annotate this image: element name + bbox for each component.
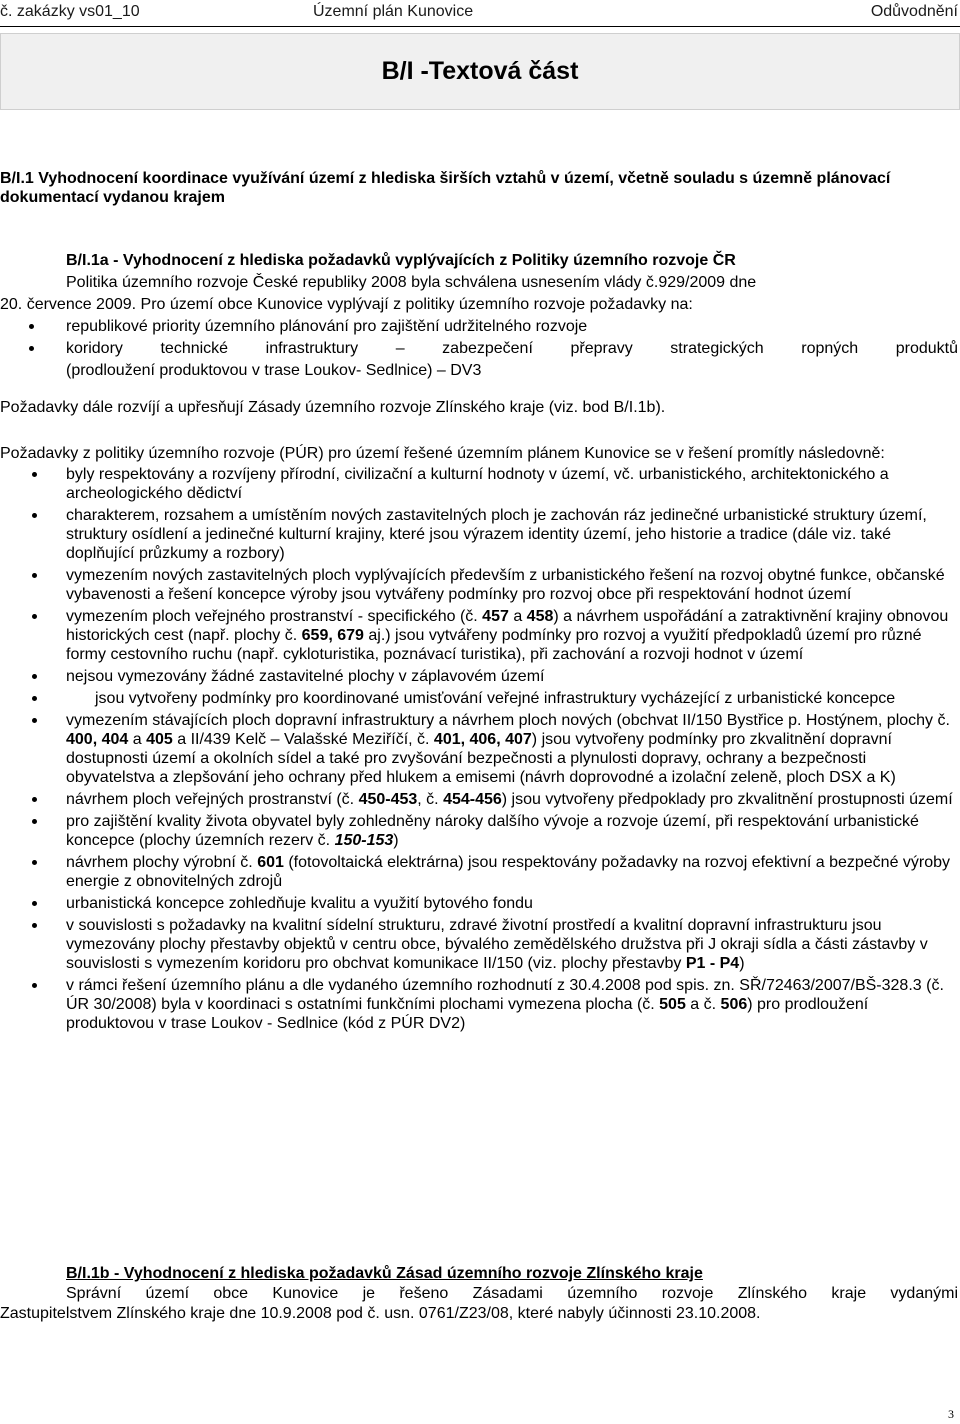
page-header xyxy=(0,0,960,30)
list-item: vymezením nových zastavitelných ploch vyplývajících především z urbanistického řešení na rozvoj obytné funkce, občanské vybavenosti a řešení koncepce výroby jsou vytvářeny podmínky pro rozvoj obce při respektování hodnot území xyxy=(0,566,958,604)
list-item: charakterem, rozsahem a umístěním nových zastavitelných ploch je zachován ráz jedinečné urbanistické struktury území, struktury osídlení a jedinečné kulturní krajiny, které jsou výrazem identity území, jeho historie a tradice (dále viz. také doplňující průzkumy a rozbory) xyxy=(0,506,958,563)
list-item: vymezením ploch veřejného prostranství - specifického (č. 457 a 458) a návrhem uspořádání a zatraktivnění krajiny obnovou historických cest (např. plochy č. 659, 679 aj.) jsou vytvářeny podmínky pro rozvoj a využití předpokladů území pro různé formy cestovního ruchu (např. cykloturistika, poznávací turistika), při zachování a rozvoji hodnot v území xyxy=(0,607,958,664)
paragraph-zur-reference-block xyxy=(0,398,955,417)
pur-requirements-list xyxy=(0,317,958,358)
pur-requirements-continuation: (prodloužení produktovou v trase Loukov- Sedlnice) – DV3 xyxy=(66,362,482,379)
pur-implementation-block xyxy=(0,444,958,1033)
section-1a-block xyxy=(0,251,958,380)
list-item: jsou vytvořeny podmínky pro koordinované umisťování veřejné infrastruktury vycházející z urbanistické koncepce xyxy=(0,689,958,708)
section-1-heading-block xyxy=(0,169,955,207)
list-item: v souvislosti s požadavky na kvalitní sídelní strukturu, zdravé životní prostředí a kvalitní dopravní infrastrukturu jsou vymezovány plochy přestavby objektů v centru obce, bývalého zemědělského družstva při J okraji sídla a části zástavby v souvislosti s vymezením koridoru pro obchvat komunikace II/150 (viz. plochy přestavby P1 - P4) xyxy=(0,916,958,973)
section-1a-heading: B/I.1a - Vyhodnocení z hlediska požadavků vyplývajících z Politiky územního rozvoje ČR xyxy=(66,252,736,269)
header-rule xyxy=(0,26,960,27)
paragraph-pur-1: Politika územního rozvoje České republiky 2008 byla schválena usnesením vlády č.929/2009 dne xyxy=(66,274,757,291)
list-item: návrhem ploch veřejných prostranství (č. 450-453, č. 454-456) jsou vytvořeny předpoklady pro zkvalitnění prostupnosti území xyxy=(0,790,958,809)
section-1b-heading: B/I.1b - Vyhodnocení z hlediska požadavků Zásad územního rozvoje Zlínského kraje xyxy=(66,1265,703,1282)
header-section-name: Odůvodnění xyxy=(870,3,958,20)
page-number: 3 xyxy=(948,1407,954,1421)
header-project-number: č. zakázky vs01_10 xyxy=(0,3,140,20)
list-item: byly respektovány a rozvíjeny přírodní, civilizační a kulturní hodnoty v území, vč. urbanistického, architektonického a archeologického dědictví xyxy=(0,465,958,503)
list-item: vymezením stávajících ploch dopravní infrastruktury a návrhem ploch nových (obchvat II/150 Bystřice p. Hostýnem, plochy č. 400, 404 a 405 a II/439 Kelč – Valašské Meziříčí, č. 401, 406, 407) jsou vytvořeny podmínky pro zkvalitnění dopravní dostupnosti území a okolních sídel a také pro zvyšování bezpečnosti a plynulosti dopravy, ochrany a bezpečnosti obyvatelstva a zlepšování jeho ochrany před hlukem a emisemi (návrh doprovodné a izolační zeleně, ploch DSX a K) xyxy=(0,711,958,787)
title-box xyxy=(0,33,960,110)
list-item: koridory technické infrastruktury – zabezpečení přepravy strategických ropných produktů xyxy=(0,339,958,358)
section-1b-block xyxy=(0,1264,958,1323)
paragraph-pur-2: 20. července 2009. Pro území obce Kunovice vyplývají z politiky územního rozvoje požadavky na: xyxy=(0,296,693,313)
list-item: republikové priority územního plánování pro zajištění udržitelného rozvoje xyxy=(0,317,958,336)
header-document-name: Územní plán Kunovice xyxy=(313,3,474,20)
list-item: nejsou vymezovány žádné zastavitelné plochy v záplavovém území xyxy=(0,667,958,686)
list-item: urbanistická koncepce zohledňuje kvalitu a využití bytového fondu xyxy=(0,894,958,913)
paragraph-zur-2: Zastupitelstvem Zlínského kraje dne 10.9.2008 pod č. usn. 0761/Z23/08, které nabyly účinnosti 23.10.2008. xyxy=(0,1305,761,1322)
paragraph-zur-1: Správní území obce Kunovice je řešeno Zásadami územního rozvoje Zlínského kraje vydanými xyxy=(66,1285,958,1302)
pur-implementation-list xyxy=(0,465,958,1033)
list-item: pro zajištění kvality života obyvatel byly zohledněny nároky dalšího vývoje a rozvoje území, při respektování urbanistické koncepce (plochy územních rezerv č. 150-153) xyxy=(0,812,958,850)
section-1-heading: B/I.1 Vyhodnocení koordinace využívání území z hlediska širších vztahů v území, včetně souladu s územně plánovací dokumentací vydanou krajem xyxy=(0,170,891,206)
page-title: B/I -Textová část xyxy=(381,57,579,85)
list-item: v rámci řešení územního plánu a dle vydaného územního rozhodnutí z 30.4.2008 pod spis. zn. SŘ/72463/2007/BŠ-328.3 (č. ÚR 30/2008) byla v koordinaci s ostatními funkčními plochami vymezena plocha (č. 505 a č. 506) pro prodloužení produktovou v trase Loukov - Sedlnice (kód z PÚR DV2) xyxy=(0,976,958,1033)
paragraph-zur-reference: Požadavky dále rozvíjí a upřesňují Zásady územního rozvoje Zlínského kraje (viz. bod B/I.1b). xyxy=(0,399,666,416)
list-item: návrhem plochy výrobní č. 601 (fotovoltaická elektrárna) jsou respektovány požadavky na rozvoj efektivní a bezpečné výroby energie z obnovitelných zdrojů xyxy=(0,853,958,891)
paragraph-pur-implementation: Požadavky z politiky územního rozvoje (PÚR) pro území řešené územním plánem Kunovice se v řešení promítly následovně: xyxy=(0,445,885,462)
